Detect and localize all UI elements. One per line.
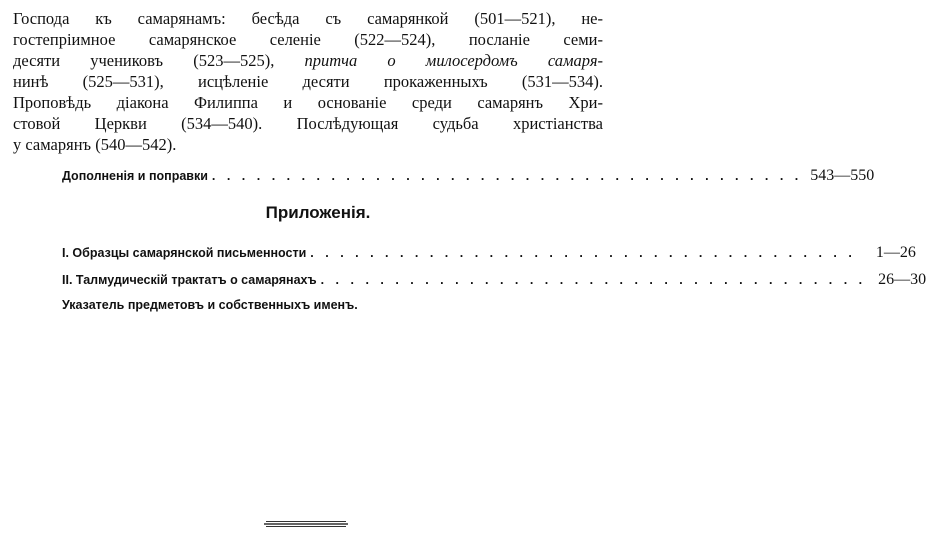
dot-leader: . . . . . . . . . . . . . . . . . . . . . . . . . . . . . . . . . . . . .: [310, 246, 856, 260]
lead-line-1: Господа къ самарянамъ: бесѣда съ самарянкой (501—521), не-: [13, 9, 603, 28]
appendix-heading: Приложенія.: [265, 203, 371, 222]
lead-line-3: [13, 50, 603, 71]
toc-entry-label: Указатель предметовъ и собственныхъ именъ.: [62, 298, 358, 312]
end-ornament-rule: [264, 519, 348, 529]
lead-line-5: Проповѣдь діакона Филиппа и основаніе среди самарянъ Хри-: [13, 93, 603, 112]
dot-leader: . . . . . . . . . . . . . . . . . . . . . . . . . . . . . . . . . . . . .: [320, 273, 867, 287]
lead-paragraph: [13, 8, 603, 155]
lead-line-6: стовой Церкви (534—540). Послѣдующая судьба христіанства: [13, 114, 603, 133]
toc-entry-pages: 543—550: [810, 167, 875, 184]
lead-line-7: у самарянъ (540—542).: [13, 135, 177, 154]
toc-entry-pages: 26—30: [878, 271, 926, 288]
dot-leader: . . . . . . . . . . . . . . . . . . . . . . . . . . . . . . . . . . . . . . . .: [211, 169, 803, 183]
toc-entry-index: [62, 298, 358, 312]
lead-line-2: гостепріимное самарянское селеніе (522—524), посланіе семи-: [13, 30, 603, 49]
toc-entry-label: II. Талмудическій трактатъ о самарянахъ: [62, 273, 317, 287]
toc-entry-appendix-2: [62, 271, 926, 289]
toc-entry-label: I. Образцы самарянской письменности: [62, 246, 307, 260]
lead-line-4: нинѣ (525—531), исцѣленіе десяти прокаженныхъ (531—534).: [13, 72, 603, 91]
toc-entry-label: Дополненія и поправки: [62, 169, 208, 183]
toc-entry-pages: 1—26: [875, 244, 916, 261]
lead-line-3-plain: десяти учениковъ (523—525),: [13, 51, 275, 70]
toc-entry-additions: [62, 167, 875, 185]
toc-entry-appendix-1: [62, 244, 916, 262]
lead-line-3-italic: притча о милосердомъ самаря-: [304, 51, 603, 70]
